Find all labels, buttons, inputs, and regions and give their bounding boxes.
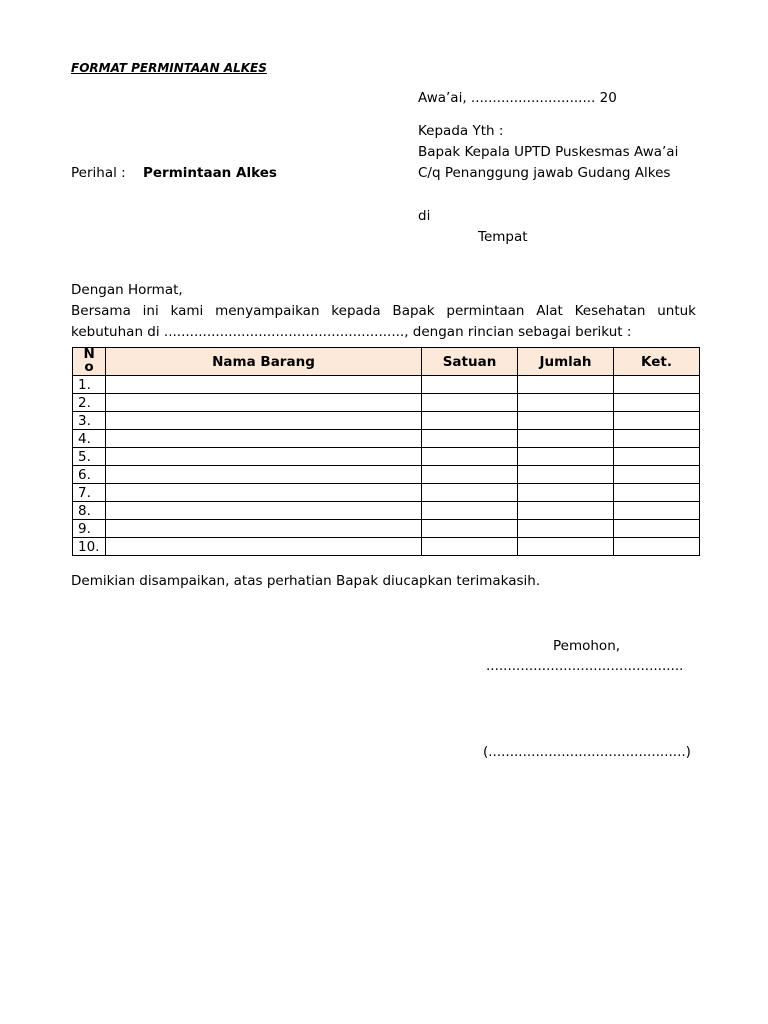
form-title: FORMAT PERMINTAAN ALKES <box>71 61 267 75</box>
signature-bracket-line: (..............................................) <box>483 744 691 760</box>
recipient-at: di <box>418 208 431 224</box>
cell-satuan <box>422 520 518 538</box>
header-satuan: Satuan <box>422 348 518 376</box>
cell-nama-barang <box>106 376 422 394</box>
signature-role: Pemohon, <box>553 638 621 654</box>
recipient-line-2: C/q Penanggung jawab Gudang Alkes <box>418 165 671 181</box>
cell-satuan <box>422 448 518 466</box>
header-nama-barang: Nama Barang <box>106 348 422 376</box>
cell-jumlah <box>518 520 614 538</box>
cell-ket <box>614 376 700 394</box>
table-row <box>73 412 700 430</box>
cell-ket <box>614 412 700 430</box>
items-table <box>72 347 700 556</box>
table-row <box>73 484 700 502</box>
cell-nama-barang <box>106 430 422 448</box>
cell-jumlah <box>518 502 614 520</box>
cell-satuan <box>422 484 518 502</box>
body-line-1: Bersama ini kami menyampaikan kepada Bapak permintaan Alat Kesehatan untuk <box>71 303 696 319</box>
cell-no: 1. <box>73 376 106 394</box>
cell-ket <box>614 538 700 556</box>
cell-jumlah <box>518 484 614 502</box>
cell-jumlah <box>518 376 614 394</box>
table-row <box>73 502 700 520</box>
cell-jumlah <box>518 394 614 412</box>
cell-jumlah <box>518 538 614 556</box>
cell-satuan <box>422 412 518 430</box>
date-line: Awa’ai, ............................. 20 <box>418 90 617 106</box>
recipient-greeting: Kepada Yth : <box>418 123 504 139</box>
table-row <box>73 538 700 556</box>
cell-nama-barang <box>106 520 422 538</box>
table-row <box>73 394 700 412</box>
header-jumlah: Jumlah <box>518 348 614 376</box>
signature-name-line: .............................................. <box>486 658 684 674</box>
cell-no: 6. <box>73 466 106 484</box>
cell-ket <box>614 502 700 520</box>
cell-ket <box>614 394 700 412</box>
recipient-line-1: Bapak Kepala UPTD Puskesmas Awa’ai <box>418 144 679 160</box>
table-row <box>73 430 700 448</box>
cell-satuan <box>422 394 518 412</box>
cell-nama-barang <box>106 484 422 502</box>
table-row <box>73 466 700 484</box>
cell-no: 3. <box>73 412 106 430</box>
cell-satuan <box>422 502 518 520</box>
cell-no: 4. <box>73 430 106 448</box>
header-no <box>73 348 106 376</box>
cell-no: 5. <box>73 448 106 466</box>
cell-ket <box>614 430 700 448</box>
table-row <box>73 376 700 394</box>
cell-satuan <box>422 376 518 394</box>
cell-ket <box>614 484 700 502</box>
header-no-label: No <box>83 347 95 375</box>
cell-no: 9. <box>73 520 106 538</box>
cell-nama-barang <box>106 394 422 412</box>
cell-no: 8. <box>73 502 106 520</box>
cell-nama-barang <box>106 412 422 430</box>
cell-no: 7. <box>73 484 106 502</box>
cell-jumlah <box>518 448 614 466</box>
cell-nama-barang <box>106 448 422 466</box>
cell-nama-barang <box>106 502 422 520</box>
cell-no: 10. <box>73 538 106 556</box>
salutation: Dengan Hormat, <box>71 282 183 298</box>
table-header-row <box>73 348 700 376</box>
subject-value: Permintaan Alkes <box>143 165 277 181</box>
cell-satuan <box>422 466 518 484</box>
table-row <box>73 520 700 538</box>
body-line-2: kebutuhan di ........................................................, dengan rincian sebagai berikut : <box>71 324 632 340</box>
recipient-place: Tempat <box>478 229 528 245</box>
cell-ket <box>614 448 700 466</box>
cell-nama-barang <box>106 466 422 484</box>
cell-nama-barang <box>106 538 422 556</box>
subject-label: Perihal : <box>71 165 126 181</box>
cell-satuan <box>422 538 518 556</box>
closing-text: Demikian disampaikan, atas perhatian Bapak diucapkan terimakasih. <box>71 573 541 589</box>
cell-satuan <box>422 430 518 448</box>
cell-no: 2. <box>73 394 106 412</box>
cell-jumlah <box>518 466 614 484</box>
header-ket: Ket. <box>614 348 700 376</box>
cell-jumlah <box>518 430 614 448</box>
cell-jumlah <box>518 412 614 430</box>
cell-ket <box>614 466 700 484</box>
cell-ket <box>614 520 700 538</box>
table-row <box>73 448 700 466</box>
